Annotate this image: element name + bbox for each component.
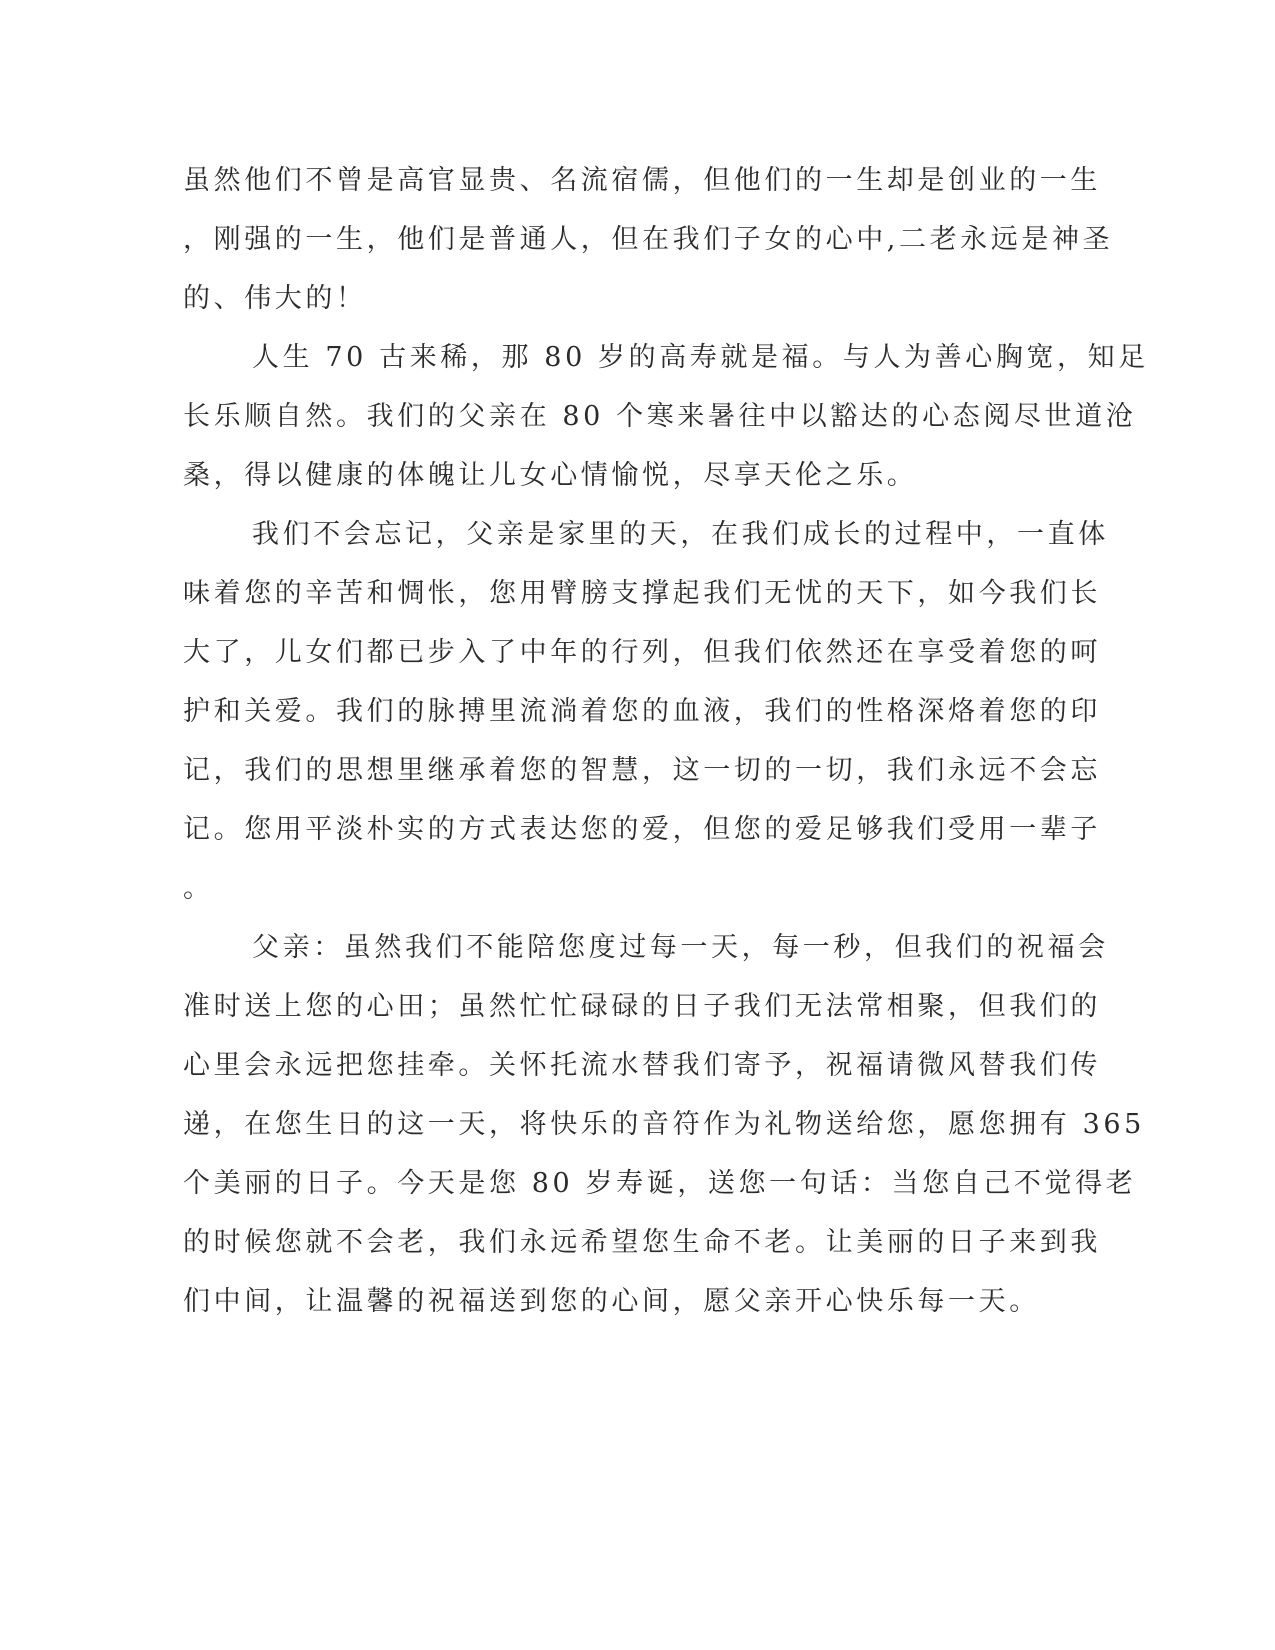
text-line: 护和关爱。我们的脉搏里流淌着您的血液，我们的性格深烙着您的印 [183,696,1101,727]
text-line: 记。您用平淡朴实的方式表达您的爱，但您的爱足够我们受用一辈子 [183,814,1101,845]
text-line: 。 [183,873,214,904]
text-line: 个美丽的日子。今天是您 80 岁寿诞，送您一句话：当您自己不觉得老 [183,1168,1137,1199]
text-line: 递，在您生日的这一天，将快乐的音符作为礼物送给您，愿您拥有 365 [183,1109,1145,1140]
text-line: 记，我们的思想里继承着您的智慧，这一切的一切，我们永远不会忘 [183,755,1101,786]
text-line: 长乐顺自然。我们的父亲在 80 个寒来暑往中以豁达的心态阅尽世道沧 [183,401,1137,432]
text-line: 准时送上您的心田；虽然忙忙碌碌的日子我们无法常相聚，但我们的 [183,991,1101,1022]
text-line: 的时候您就不会老，我们永远希望您生命不老。让美丽的日子来到我 [183,1227,1101,1258]
text-line: 心里会永远把您挂牵。关怀托流水替我们寄予，祝福请微风替我们传 [183,1050,1101,1081]
paragraph-first-line: 父亲：虽然我们不能陪您度过每一天，每一秒，但我们的祝福会 [252,932,1109,963]
text-line: 大了，儿女们都已步入了中年的行列，但我们依然还在享受着您的呵 [183,637,1101,668]
paragraph-first-line: 人生 70 古来稀，那 80 岁的高寿就是福。与人为善心胸宽，知足 [252,342,1149,373]
paragraph-first-line: 我们不会忘记，父亲是家里的天，在我们成长的过程中，一直体 [252,519,1109,550]
text-line: 的、伟大的！ [183,283,367,314]
text-line: 桑，得以健康的体魄让儿女心情愉悦，尽享天伦之乐。 [183,460,918,491]
text-line: 虽然他们不曾是高官显贵、名流宿儒，但他们的一生却是创业的一生 [183,165,1101,196]
text-line: 味着您的辛苦和惆怅，您用臂膀支撑起我们无忧的天下，如今我们长 [183,578,1101,609]
text-line: ，刚强的一生，他们是普通人，但在我们子女的心中,二老永远是神圣 [183,224,1114,255]
text-line: 们中间，让温馨的祝福送到您的心间，愿父亲开心快乐每一天。 [183,1286,1040,1317]
